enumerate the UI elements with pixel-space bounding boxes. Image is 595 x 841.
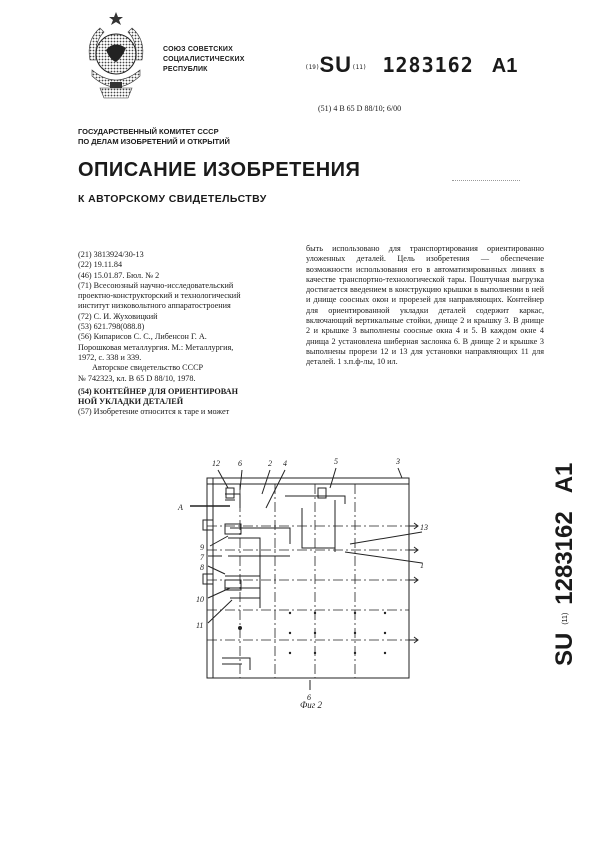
svg-text:6: 6 (238, 459, 242, 468)
side-document-stamp: SU(11)1283162A1 (551, 462, 578, 666)
svg-text:3: 3 (396, 457, 400, 466)
svg-text:2: 2 (268, 459, 272, 468)
svg-text:1: 1 (420, 561, 424, 570)
organization-name: СОЮЗ СОВЕТСКИХ СОЦИАЛИСТИЧЕСКИХ РЕСПУБЛИК (163, 46, 245, 73)
document-subtitle: К АВТОРСКОМУ СВИДЕТЕЛЬСТВУ (78, 193, 267, 205)
container-drawing (170, 448, 430, 716)
container-frame (207, 478, 409, 678)
figure-caption: Фиг 2 (300, 700, 322, 710)
svg-text:6: 6 (307, 693, 311, 702)
ussr-emblem-icon (80, 10, 152, 102)
svg-text:A: A (178, 503, 183, 512)
ipc-classification: (51) 4 B 65 D 88/10; 6/00 (318, 104, 402, 113)
svg-text:9: 9 (200, 543, 204, 552)
figure-labels (177, 457, 428, 702)
svg-text:8: 8 (200, 563, 204, 572)
abstract-text: быть использовано для транспортирования ориентированно уложенных деталей. Цель изобретения — обеспечение возможности использования его в автоматизированных линиях в качестве транспортно-технологической тары. Поштучная выгрузка достигается введением в конструкцию крышки в выполнении в ней и днище соосных окон и прорезей для направляющих. Контейнер для ориентированной укладки деталей содержит каркас, включающий вертикальные стойки, днище 2 и крышку 3. В днище 2 и крышке 3 выполнены соосные окна 4 и 5. В каждом окне 4 днища 2 установлена шиберная заслонка 6. В днище 2 и крышке 3 выполнены прорези 12 и 13 для установки направляющих 11 для деталей. 1 з.п.ф-лы, 10 ил. (306, 244, 544, 367)
svg-text:10: 10 (196, 595, 204, 604)
svg-text:13: 13 (420, 523, 428, 532)
document-title: ОПИСАНИЕ ИЗОБРЕТЕНИЯ (78, 159, 361, 181)
svg-text:12: 12 (212, 459, 220, 468)
svg-text:7: 7 (200, 553, 204, 562)
svg-text:4: 4 (283, 459, 287, 468)
invention-title: (54) КОНТЕЙНЕР ДЛЯ ОРИЕНТИРОВАН (78, 386, 238, 396)
svg-text:11: 11 (196, 621, 204, 630)
committee-name: ГОСУДАРСТВЕННЫЙ КОМИТЕТ СССР ПО ДЕЛАМ ИЗОБРЕТЕНИЙ И ОТКРЫТИЙ (78, 127, 230, 146)
abstract-start: (57) Изобретение относится к таре и может (78, 407, 230, 417)
svg-text:5: 5 (334, 457, 338, 466)
document-number: (19)SU(11) 1283162 A1 (305, 52, 518, 77)
divider (452, 180, 520, 181)
bibliographic-data: (21) 3813924/30-13 (22) 19.11.84 (46) 15.01.87. Бюл. № 2 (71) Всесоюзный научно-исследовательский проектно-конструкторский и технологический институт низковольтного аппаратостроения (72) С. И. Жуховицкий (53) 621.798(088.8) (56) Кипарисов С. С., Либенсон Г. А. Порошковая металлургия. М.: Металлургия, 1972, с. 338 и 339. Авторское свидетельство СССР № 742323, кл. В 65 D 88/10, 1978. (54) КОНТЕЙНЕР ДЛЯ ОРИЕНТИРОВАН НОЙ УКЛАДКИ ДЕТАЛЕЙ (57) Изобретение относится к таре и может (78, 250, 298, 418)
